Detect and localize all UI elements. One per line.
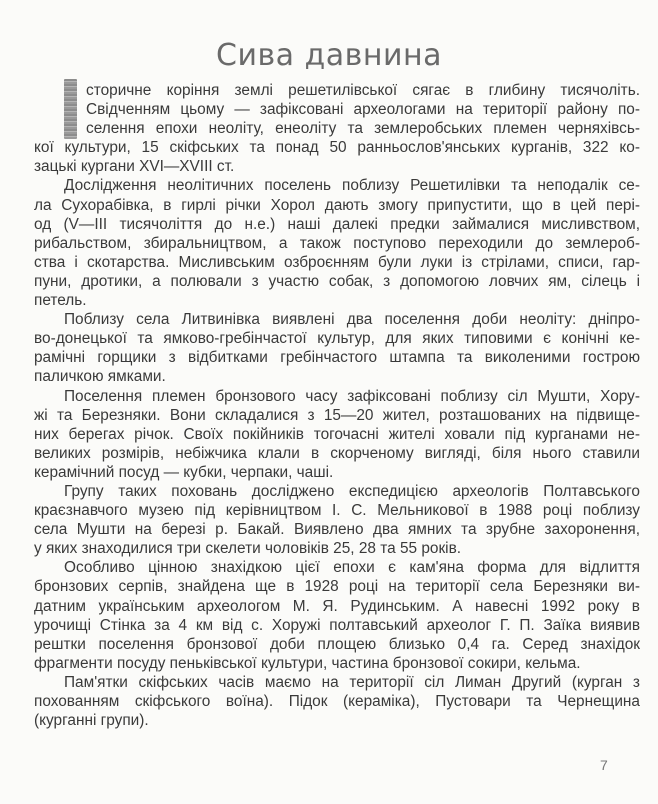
text-line: Свідченням цьому — зафіксовані археологами на території району по- [86, 101, 640, 119]
text-line: Поселення племен бронзового часу зафіксовані поблизу сіл Мушти, Хору- [64, 387, 640, 405]
paragraph [34, 310, 640, 386]
text-line: бронзових серпів, знайдена ще в 1928 році на території села Березняки ви- [34, 578, 640, 596]
paragraph [34, 387, 640, 482]
text-line: петель. [34, 292, 87, 310]
text-line: ла Сухорабівка, в гирлі річки Хорол дають змогу припустити, що в цей пері- [34, 196, 640, 214]
text-line: рамічні горщики з відбитками гребінчастого штампа та виколеними гострою [34, 349, 640, 367]
text-line: Поблизу села Литвинівка виявлені два поселення доби неоліту: дніпро- [64, 311, 640, 329]
paragraph [34, 176, 640, 310]
paragraph [34, 482, 640, 558]
text-line: урочищі Стінка за 4 км від с. Хоружі полтавський археолог Г. П. Заїка виявив [34, 616, 640, 634]
paragraph [34, 673, 640, 730]
text-line: рибальством, збиральництвом, а також поступово переходили до землероб- [34, 234, 640, 252]
text-line: паличкою ямками. [34, 368, 166, 386]
text-line: них берегах річок. Своїх покійників тогочасні жителі ховали під курганами не- [34, 425, 640, 443]
page-title: Сива давнина [216, 38, 442, 74]
text-line: керамічний посуд — кубки, черпаки, чаші. [34, 463, 334, 481]
text-line: сторичне коріння землі решетилівської сягає в глибину тисячоліть. [86, 82, 640, 99]
text-line: Дослідження неолітичних поселень поблизу Решетилівки та неподалік се- [64, 177, 640, 195]
paragraph [34, 81, 640, 176]
text-line: датним українським археологом М. Я. Рудинським. А навесні 1992 року в [34, 597, 640, 615]
text-line: у яких знаходилися три скелети чоловіків 25, 28 та 55 років. [34, 540, 462, 558]
text-line: од (V—III тисячоліття до н.е.) наші далекі предки займалися мисливством, [34, 215, 640, 233]
body-text [34, 81, 640, 730]
text-line: Пам'ятки скіфських часів маємо на території сіл Лиман Другий (курган з [64, 673, 640, 691]
text-line: Особливо цінною знахідкою цієї епохи є кам'яна форма для відлиття [64, 559, 640, 577]
text-line: во-донецької та ямково-гребінчастої культур, для яких типовими є конічні ке- [34, 330, 640, 348]
paragraph [34, 558, 640, 673]
text-line: жі та Березняки. Вони складалися з 15—20 жител, розташованих на підвище- [34, 406, 640, 424]
text-line: села Мушти на березі р. Бакай. Виявлено два ямних та зрубне захоронення, [34, 521, 640, 539]
text-line: Групу таких поховань досліджено експедицією археологів Полтавського [64, 482, 640, 500]
text-line: краєзнавчого музею під керівництвом І. С. Мельникової в 1988 році поблизу [34, 502, 640, 520]
text-line: (курганні групи). [34, 712, 149, 730]
text-line: кої культури, 15 скіфських та понад 50 ранньослов'янських курганів, 322 ко- [34, 139, 640, 157]
page-number: 7 [600, 757, 608, 773]
text-line: похованням скіфського воїна). Підок (кераміка), Пустовари та Чернещина [34, 693, 640, 710]
text-line: зацькі кургани XVI—XVIII ст. [34, 158, 235, 176]
text-line: фрагменти посуду пеньківської культури, частина бронзової сокири, кельма. [34, 654, 581, 672]
text-line: пуни, дротики, а полювали з участю собак, з допомогою ловчих ям, сілець і [34, 272, 640, 290]
text-line: ства і скотарства. Мисливським озброєнням були луки із стрілами, списи, гар- [34, 253, 640, 271]
drop-cap-ornament [64, 79, 77, 139]
text-line: селення епохи неоліту, енеоліту та землеробських племен черняхівсь- [86, 120, 640, 138]
text-line: великих розмірів, небіжчика клали в скорченому вигляді, біля нього ставили [34, 444, 640, 462]
text-line: рештки поселення бронзової доби площею близько 0,4 га. Серед знахідок [34, 635, 640, 653]
